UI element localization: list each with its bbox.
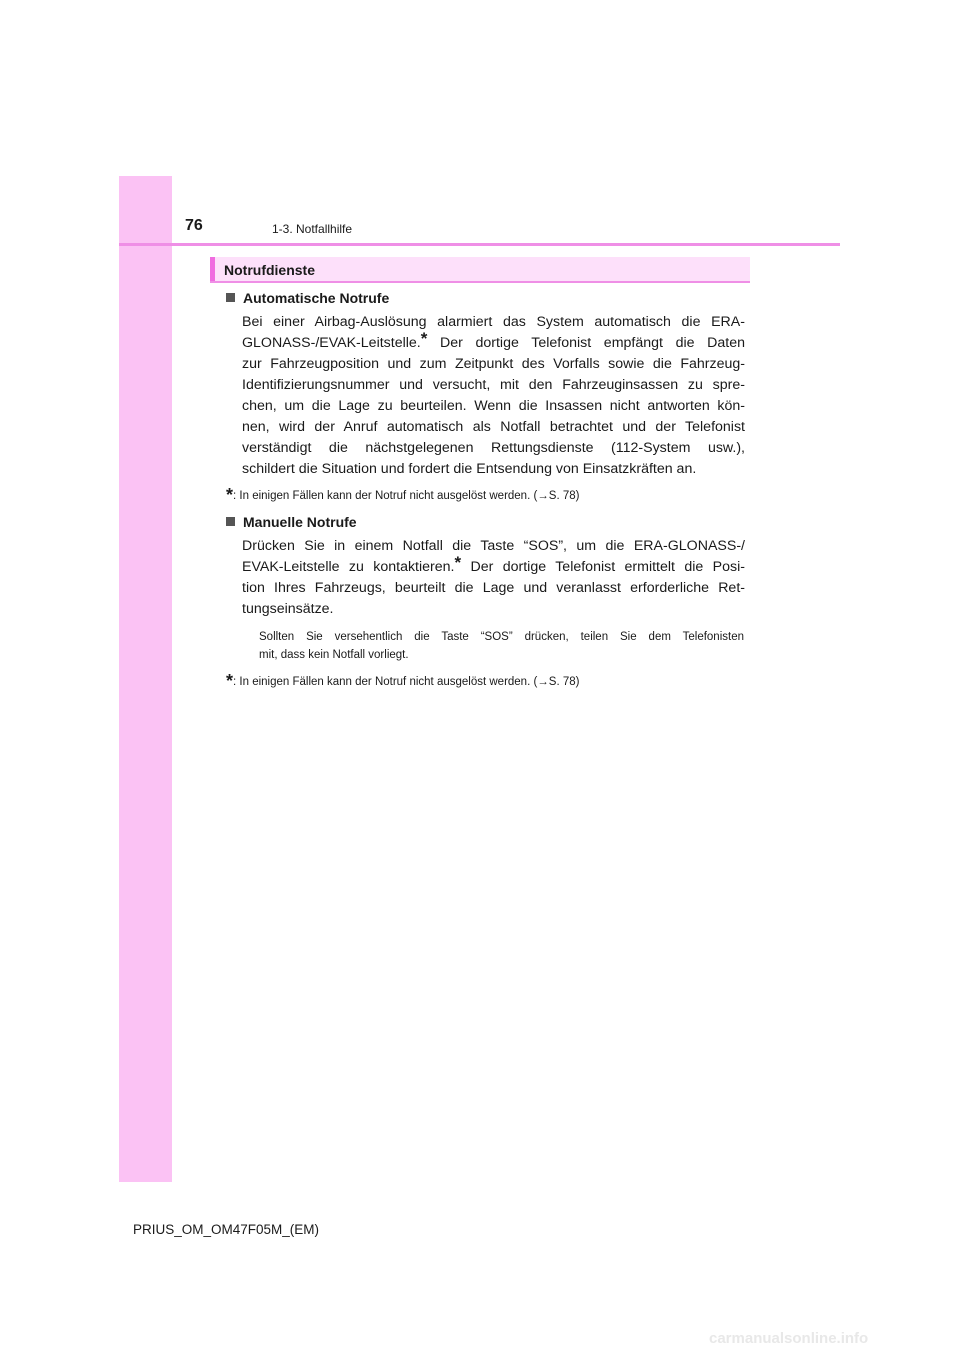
para-line: schildert die Situation und fordert die Entsendung von Einsatzkräften an.	[242, 461, 697, 477]
para-line: Bei einer Airbag-Auslösung alarmiert das System automatisch die ERA-	[242, 314, 745, 330]
chapter-side-bar	[119, 176, 172, 1182]
para-line	[242, 329, 745, 354]
para-line	[242, 553, 745, 578]
para-line-part: Der dortige Telefonist ermittelt die Posi-	[470, 559, 745, 575]
manual-calls-heading-text: Manuelle Notrufe	[243, 514, 357, 530]
document-id: PRIUS_OM_OM47F05M_(EM)	[133, 1222, 320, 1237]
watermark: carmanualsonline.info	[709, 1330, 869, 1347]
auto-calls-footnote	[226, 487, 579, 504]
para-line: Identifizierungsnummer und versucht, mit den Fahrzeuginsassen zu spre-	[242, 377, 745, 393]
note-line: Sollten Sie versehentlich die Taste “SOS” drücken, teilen Sie dem Telefonisten	[259, 631, 744, 643]
footnote-star: *	[226, 485, 234, 505]
section-heading-label: Notrufdienste	[224, 262, 315, 278]
para-line-part: GLONASS-/EVAK-Leitstelle.	[242, 335, 421, 351]
auto-calls-paragraph	[242, 312, 745, 480]
section-title: 1-3. Notfallhilfe	[272, 222, 353, 236]
para-line: zur Fahrzeugposition und zum Zeitpunkt des Vorfalls sowie die Fahrzeug-	[242, 356, 745, 372]
manual-calls-heading	[226, 512, 357, 532]
para-line: Drücken Sie in einem Notfall die Taste “SOS”, um die ERA-GLONASS-/	[242, 538, 745, 554]
manual-calls-footnote	[226, 673, 579, 690]
section-heading	[210, 257, 750, 283]
header-rule	[119, 243, 840, 246]
heading-accent	[210, 257, 215, 281]
manual-calls-note	[259, 628, 744, 664]
footnote-star: *	[226, 671, 234, 691]
footnote-marker: *	[420, 329, 428, 348]
page-number: 76	[185, 217, 203, 234]
para-line-part: Der dortige Telefonist empfängt die Daten	[440, 335, 745, 351]
para-line: nen, wird der Anruf automatisch als Notfall betrachtet und der Telefonist	[242, 419, 745, 435]
para-line: tion Ihres Fahrzeugs, beurteilt die Lage und veranlasst erforderliche Ret-	[242, 580, 745, 596]
manual-calls-paragraph	[242, 536, 745, 620]
para-line: chen, um die Lage zu beurteilen. Wenn die Insassen nicht antworten kön-	[242, 398, 745, 414]
footnote-text: : In einigen Fällen kann der Notruf nicht ausgelöst werden. (→S. 78)	[233, 676, 580, 688]
footnote-text: : In einigen Fällen kann der Notruf nicht ausgelöst werden. (→S. 78)	[233, 490, 580, 502]
square-bullet-icon	[226, 293, 235, 302]
para-line: verständigt die nächstgelegenen Rettungsdienste (112-System usw.),	[242, 440, 745, 456]
footnote-marker: *	[454, 553, 462, 572]
para-line-part: EVAK-Leitstelle zu kontaktieren.	[242, 559, 455, 575]
auto-calls-heading-text: Automatische Notrufe	[243, 290, 390, 306]
auto-calls-heading	[226, 288, 389, 308]
para-line: tungseinsätze.	[242, 601, 334, 617]
square-bullet-icon	[226, 517, 235, 526]
note-line: mit, dass kein Notfall vorliegt.	[259, 649, 409, 661]
